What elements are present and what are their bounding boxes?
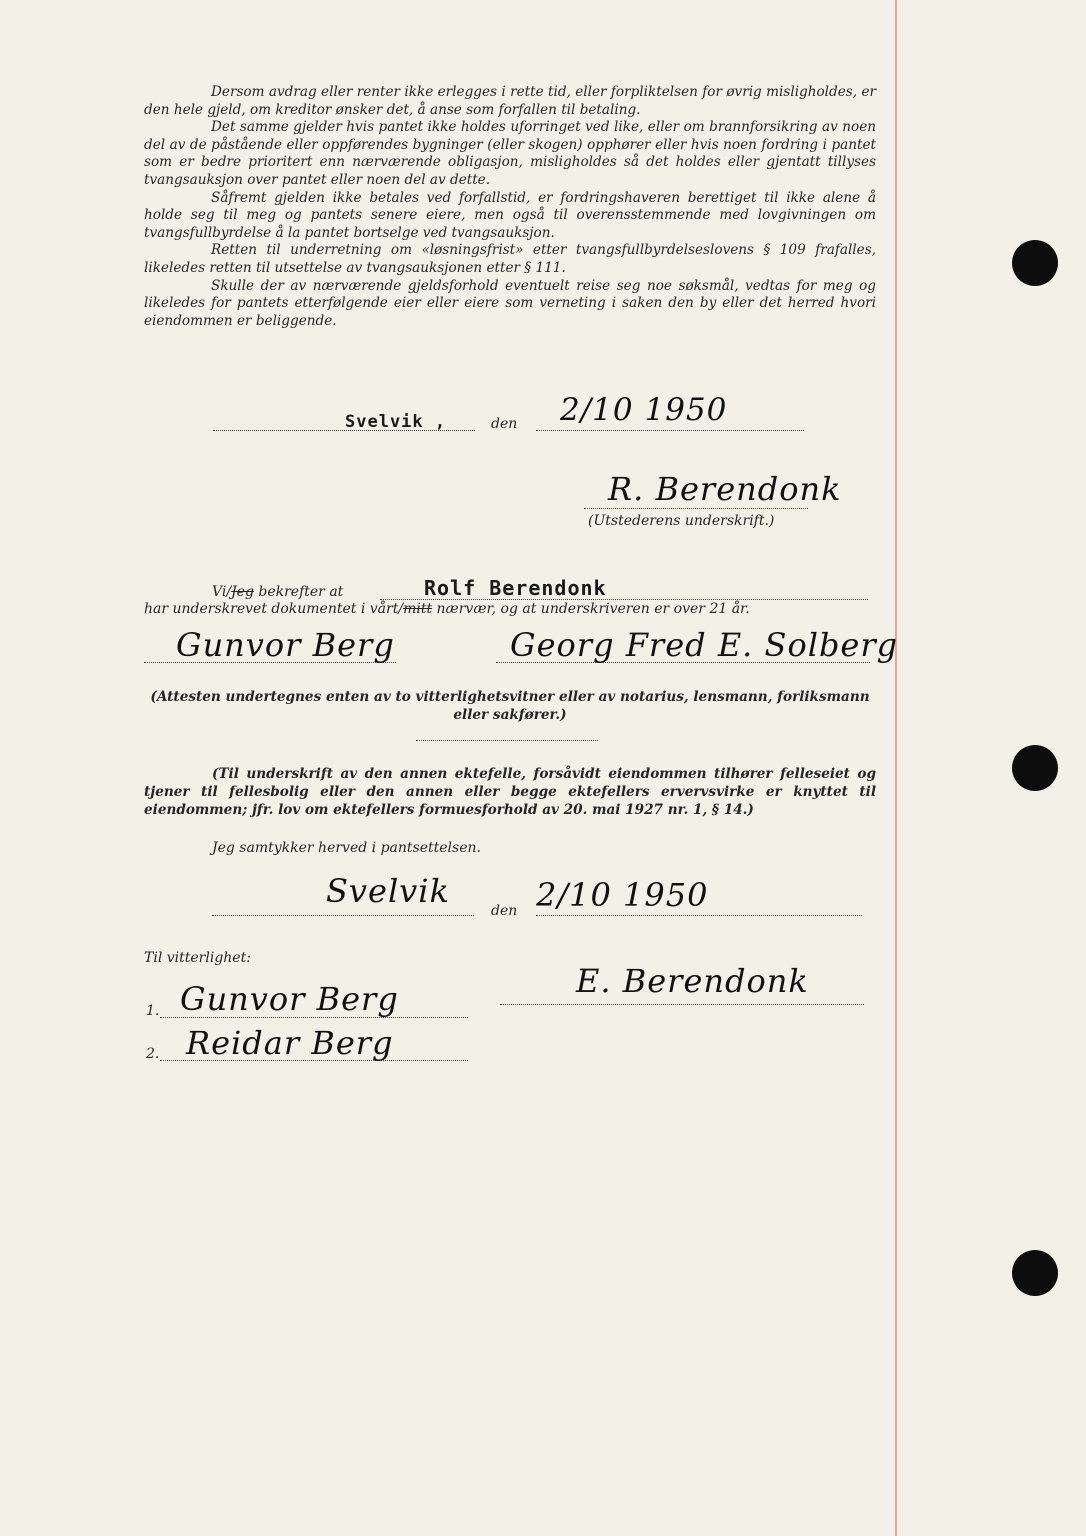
den-label-2: den <box>491 903 518 919</box>
date-1: 2/10 1950 <box>560 392 728 428</box>
confirm-line-1 <box>212 584 343 600</box>
legal-paragraph: Såfremt gjelden ikke betales ved forfallstid, er fordringshaveren berettiget til ikke alene å holde seg til meg og pantets senere eiere, men også til overensstemmende med lovgivningen om tvangsfullbyrdelse å la pantet bortselge ved tvangsauksjon. <box>144 189 876 241</box>
spouse-signature-line <box>500 1004 864 1005</box>
date-line <box>536 430 804 431</box>
legal-paragraph: Skulle der av nærværende gjeldsforhold eventuelt reise seg noe søksmål, vedtas for meg og likeledes for pantets etterfølgende eier eller eiere som verneting i saken den by eller det herred hvori eiendommen er beliggende. <box>144 277 876 329</box>
confirm-name: Rolf Berendonk <box>424 576 607 600</box>
red-margin-line <box>895 0 897 1536</box>
date-line-2 <box>536 915 862 916</box>
confirm-jeg-struck: Jeg <box>231 584 254 600</box>
witness-number-1: 1. <box>146 1003 160 1019</box>
punch-hole <box>1012 745 1058 791</box>
confirm-vi: Vi/ <box>212 584 232 600</box>
den-label: den <box>491 416 518 432</box>
punch-hole <box>1012 1250 1058 1296</box>
divider-line <box>416 740 598 741</box>
confirm-rest: bekrefter at <box>253 584 344 600</box>
legal-terms <box>144 84 876 330</box>
witness-signature-1: Gunvor Berg <box>176 626 395 664</box>
attest-note: (Attesten undertegnes enten av to vitterlighetsvitner eller av notarius, lensmann, forliksmann eller sakfører.) <box>150 689 870 723</box>
witness-signature-2: Georg Fred E. Solberg <box>510 626 899 664</box>
witness-number-2: 2. <box>146 1046 160 1062</box>
confirm-line2-b: nærvær, og at underskriveren er over 21 år. <box>432 601 750 617</box>
legal-paragraph: Det samme gjelder hvis pantet ikke holdes uforringet ved like, eller om brannforsikring av noen del av de påstående eller oppførendes bygninger (eller skogen) opphører eller hvis noen fordring i pantet som er bedre prioritert enn nærværende obligasjon, misligholdes så det holdes eller gjentatt tillyses tvangsauksjon over pantet eller noen del av dette. <box>144 119 876 188</box>
date-2: 2/10 1950 <box>536 876 709 914</box>
confirm-line2-struck: mitt <box>403 601 433 617</box>
issuer-caption: (Utstederens underskrift.) <box>588 513 775 529</box>
vitterlighet-label: Til vitterlighet: <box>144 950 251 966</box>
confirm-line-2 <box>144 601 750 617</box>
signature-line <box>584 508 808 509</box>
punch-hole <box>1012 240 1058 286</box>
spouse-note: (Til underskrift av den annen ektefelle, forsåvidt eiendommen tilhører felleseiet og tjener til fellesbolig eller den annen eller begge ektefellers ervervsvirke er knyttet til eiendommen; jfr. lov om ektefellers formuesforhold av 20. mai 1927 nr. 1, § 14.) <box>144 766 876 818</box>
place-1: Svelvik , <box>345 412 447 432</box>
vitterlighet-signature-2: Reidar Berg <box>186 1024 394 1062</box>
issuer-signature: R. Berendonk <box>608 470 842 508</box>
consent-text: Jeg samtykker herved i pantsettelsen. <box>212 840 481 856</box>
vitterlighet-signature-1: Gunvor Berg <box>180 980 399 1018</box>
place-line-2 <box>212 915 474 916</box>
confirm-line2-a: har underskrevet dokumentet i vårt/ <box>144 601 404 617</box>
legal-paragraph: Retten til underretning om «løsningsfrist» etter tvangsfullbyrdelseslovens § 109 frafalles, likeledes retten til utsettelse av tvangsauksjonen etter § 111. <box>144 242 876 276</box>
legal-paragraph: Dersom avdrag eller renter ikke erlegges i rette tid, eller forpliktelsen for øvrig misligholdes, er den hele gjeld, om kreditor ønsker det, å anse som forfallen til betaling. <box>144 84 876 118</box>
spouse-signature: E. Berendonk <box>576 962 809 1000</box>
place-2: Svelvik <box>326 872 450 910</box>
